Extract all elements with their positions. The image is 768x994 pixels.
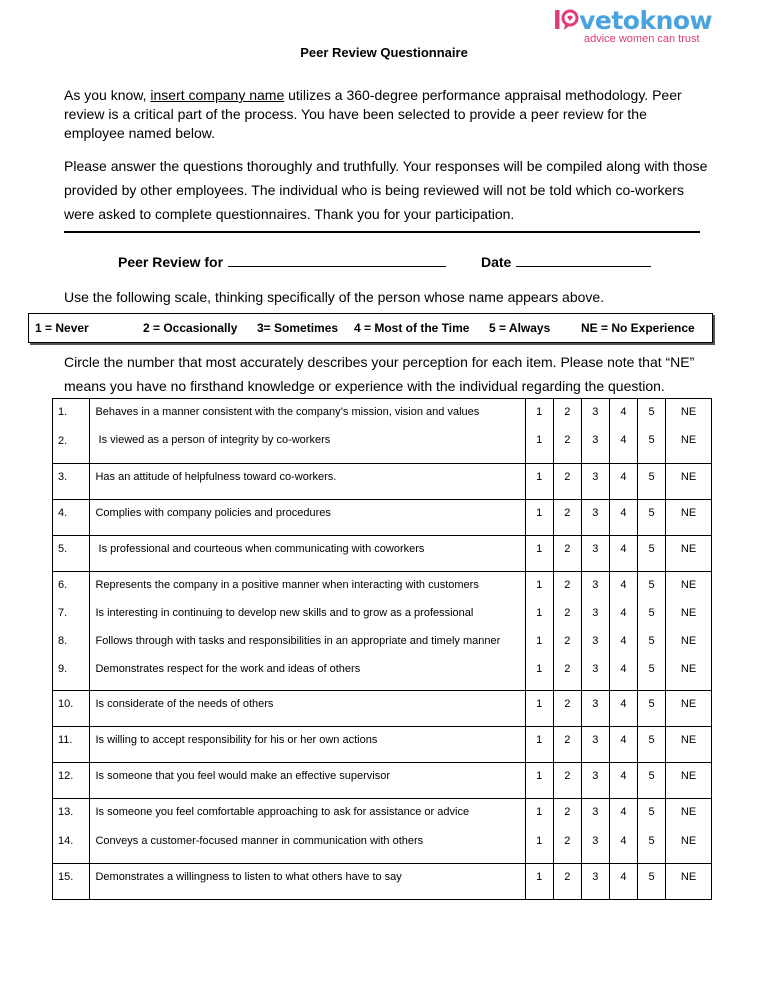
- rating-option-4[interactable]: 4: [620, 434, 627, 446]
- rating-option-5[interactable]: 5: [648, 635, 655, 647]
- rating-cell: [525, 727, 553, 763]
- rating-cell: [525, 536, 553, 572]
- rating-option-ne[interactable]: NE: [680, 835, 697, 847]
- rating-cell: [525, 864, 553, 900]
- question-number-cell: [53, 572, 90, 691]
- reviewee-name-blank[interactable]: [228, 254, 446, 267]
- rating-cell: [553, 500, 581, 536]
- question-text: Is professional and courteous when communicating with coworkers: [95, 543, 425, 555]
- rating-option-4[interactable]: 4: [620, 607, 627, 619]
- rating-option-ne[interactable]: NE: [680, 543, 697, 555]
- rating-option-5[interactable]: 5: [648, 734, 655, 746]
- rating-cell: [553, 727, 581, 763]
- rating-cell: [525, 691, 553, 727]
- question-number: 3.: [58, 471, 68, 483]
- rating-option-3[interactable]: 3: [592, 770, 599, 782]
- date-label: Date: [481, 254, 512, 270]
- scale-sometimes: 3= Sometimes: [257, 321, 339, 335]
- rating-scale-box: [28, 313, 713, 343]
- question-text: Represents the company in a positive manner when interacting with customers: [95, 579, 479, 591]
- rating-cell: [609, 727, 637, 763]
- scale-always: 5 = Always: [489, 321, 551, 335]
- rating-cell: [638, 763, 666, 799]
- rating-cell: [581, 691, 609, 727]
- rating-cell: [638, 572, 666, 691]
- rating-option-ne[interactable]: NE: [680, 871, 697, 883]
- rating-option-ne[interactable]: NE: [680, 406, 697, 418]
- question-text-cell: [90, 727, 525, 763]
- question-text-cell: [90, 864, 525, 900]
- rating-option-1[interactable]: 1: [536, 406, 543, 418]
- rating-option-1[interactable]: 1: [536, 543, 543, 555]
- rating-option-3[interactable]: 3: [592, 471, 599, 483]
- questionnaire-table: [52, 398, 712, 900]
- peer-review-for-label: Peer Review for: [118, 254, 224, 270]
- question-row: [53, 572, 712, 691]
- rating-cell: [581, 864, 609, 900]
- rating-option-ne[interactable]: NE: [680, 770, 697, 782]
- question-number: 14.: [58, 835, 74, 847]
- question-text-cell: [90, 500, 525, 536]
- rating-cell: [666, 464, 712, 500]
- rating-cell: [638, 500, 666, 536]
- rating-option-2[interactable]: 2: [564, 806, 571, 818]
- question-number: 6.: [58, 579, 68, 591]
- rating-cell: [666, 572, 712, 691]
- company-name-placeholder: insert company name: [150, 87, 285, 103]
- rating-option-5[interactable]: 5: [648, 607, 655, 619]
- rating-cell: [553, 572, 581, 691]
- rating-cell: [581, 464, 609, 500]
- question-row: [53, 799, 712, 864]
- question-number: 1.: [58, 406, 68, 418]
- rating-option-3[interactable]: 3: [592, 663, 599, 675]
- rating-cell: [666, 799, 712, 864]
- question-text: Follows through with tasks and responsibilities in an appropriate and timely manner: [95, 635, 501, 647]
- date-blank[interactable]: [516, 254, 651, 267]
- question-number-cell: [53, 727, 90, 763]
- question-number: 4.: [58, 507, 68, 519]
- lovetoknow-logo: [553, 6, 723, 48]
- rating-cell: [609, 691, 637, 727]
- rating-option-4[interactable]: 4: [620, 406, 627, 418]
- rating-option-2[interactable]: 2: [564, 663, 571, 675]
- rating-option-ne[interactable]: NE: [680, 663, 697, 675]
- question-number-cell: [53, 399, 90, 464]
- question-row: [53, 536, 712, 572]
- question-number-cell: [53, 691, 90, 727]
- rating-option-4[interactable]: 4: [620, 734, 627, 746]
- question-text-cell: [90, 399, 525, 464]
- question-number-cell: [53, 500, 90, 536]
- rating-option-3[interactable]: 3: [592, 635, 599, 647]
- question-text: Is considerate of the needs of others: [95, 698, 274, 710]
- instructions-paragraph: Please answer the questions thoroughly and truthfully. Your responses will be compiled along with those provided by other employees. The individual who is being reviewed will not be told which co-workers were asked to complete questionnaires. Thank you for your participation.: [64, 158, 708, 222]
- rating-option-1[interactable]: 1: [536, 507, 543, 519]
- rating-option-3[interactable]: 3: [592, 607, 599, 619]
- logo-tagline: advice women can trust: [584, 33, 700, 45]
- question-text: Complies with company policies and procedures: [95, 507, 331, 519]
- rating-option-1[interactable]: 1: [536, 698, 543, 710]
- rating-cell: [581, 399, 609, 464]
- rating-cell: [553, 464, 581, 500]
- rating-cell: [581, 763, 609, 799]
- rating-cell: [553, 399, 581, 464]
- rating-option-3[interactable]: 3: [592, 835, 599, 847]
- question-row: [53, 864, 712, 900]
- question-number: 8.: [58, 635, 68, 647]
- question-number-cell: [53, 536, 90, 572]
- rating-option-4[interactable]: 4: [620, 806, 627, 818]
- rating-cell: [638, 691, 666, 727]
- rating-option-5[interactable]: 5: [648, 663, 655, 675]
- rating-option-ne[interactable]: NE: [680, 471, 697, 483]
- rating-cell: [581, 500, 609, 536]
- question-number: 13.: [58, 806, 74, 818]
- rating-cell: [525, 399, 553, 464]
- rating-cell: [666, 691, 712, 727]
- question-text: Is someone you feel comfortable approaching to ask for assistance or advice: [95, 806, 470, 818]
- question-number: 9.: [58, 663, 68, 675]
- rating-option-ne[interactable]: NE: [680, 607, 697, 619]
- rating-cell: [666, 536, 712, 572]
- rating-cell: [638, 799, 666, 864]
- question-number: 11.: [58, 734, 73, 746]
- page-title: Peer Review Questionnaire: [300, 45, 468, 60]
- rating-option-5[interactable]: 5: [648, 698, 655, 710]
- rating-option-2[interactable]: 2: [564, 770, 571, 782]
- rating-option-3[interactable]: 3: [592, 406, 599, 418]
- rating-cell: [581, 727, 609, 763]
- rating-option-2[interactable]: 2: [564, 734, 571, 746]
- rating-option-3[interactable]: 3: [592, 579, 599, 591]
- rating-cell: [609, 572, 637, 691]
- rating-cell: [638, 464, 666, 500]
- rating-cell: [609, 763, 637, 799]
- rating-option-4[interactable]: 4: [620, 635, 627, 647]
- circle-instructions: Circle the number that most accurately describes your perception for each item. Please note that “NE” means you have no firsthand knowledge or experience with the individual regarding the question.: [64, 354, 695, 394]
- rating-option-2[interactable]: 2: [564, 871, 571, 883]
- question-text: Is viewed as a person of integrity by co-workers: [95, 434, 331, 446]
- rating-option-5[interactable]: 5: [648, 806, 655, 818]
- rating-cell: [525, 763, 553, 799]
- rating-option-1[interactable]: 1: [536, 806, 543, 818]
- rating-option-ne[interactable]: NE: [680, 507, 697, 519]
- rating-option-ne[interactable]: NE: [680, 635, 697, 647]
- rating-option-4[interactable]: 4: [620, 835, 627, 847]
- rating-cell: [609, 864, 637, 900]
- rating-option-2[interactable]: 2: [564, 635, 571, 647]
- rating-option-1[interactable]: 1: [536, 607, 543, 619]
- question-text-cell: [90, 763, 525, 799]
- rating-cell: [553, 691, 581, 727]
- rating-option-5[interactable]: 5: [648, 579, 655, 591]
- question-row: [53, 399, 712, 464]
- rating-option-2[interactable]: 2: [564, 507, 571, 519]
- rating-option-2[interactable]: 2: [564, 471, 571, 483]
- rating-cell: [666, 399, 712, 464]
- rating-cell: [525, 464, 553, 500]
- rating-option-5[interactable]: 5: [648, 543, 655, 555]
- question-number: 10.: [58, 698, 74, 710]
- rating-option-1[interactable]: 1: [536, 835, 543, 847]
- rating-cell: [553, 864, 581, 900]
- rating-option-5[interactable]: 5: [648, 406, 655, 418]
- rating-option-1[interactable]: 1: [536, 635, 543, 647]
- question-number-cell: [53, 799, 90, 864]
- rating-option-4[interactable]: 4: [620, 543, 627, 555]
- intro-text-before: As you know,: [64, 87, 151, 103]
- rating-option-ne[interactable]: NE: [680, 579, 697, 591]
- question-number: 15.: [58, 871, 74, 883]
- rating-option-2[interactable]: 2: [564, 579, 571, 591]
- question-row: [53, 464, 712, 500]
- scale-occasionally: 2 = Occasionally: [143, 321, 238, 335]
- rating-option-3[interactable]: 3: [592, 871, 599, 883]
- rating-option-1[interactable]: 1: [536, 471, 543, 483]
- question-text: Behaves in a manner consistent with the company’s mission, vision and values: [95, 406, 480, 418]
- rating-cell: [581, 536, 609, 572]
- rating-cell: [553, 536, 581, 572]
- scale-most-of-the-time: 4 = Most of the Time: [354, 321, 470, 335]
- rating-option-4[interactable]: 4: [620, 579, 627, 591]
- question-text: Conveys a customer-focused manner in communication with others: [95, 835, 424, 847]
- rating-option-2[interactable]: 2: [564, 607, 571, 619]
- rating-cell: [525, 799, 553, 864]
- logo-heart-o-icon: [561, 7, 579, 29]
- rating-cell: [609, 464, 637, 500]
- rating-option-2[interactable]: 2: [564, 835, 571, 847]
- rating-option-3[interactable]: 3: [592, 734, 599, 746]
- rating-cell: [609, 536, 637, 572]
- rating-cell: [666, 864, 712, 900]
- question-text-cell: [90, 799, 525, 864]
- intro-paragraph: [64, 86, 704, 143]
- rating-option-5[interactable]: 5: [648, 871, 655, 883]
- divider-line: [64, 231, 700, 233]
- question-text: Has an attitude of helpfulness toward co-workers.: [95, 471, 337, 483]
- question-text: Is someone that you feel would make an effective supervisor: [95, 770, 390, 782]
- rating-option-ne[interactable]: NE: [680, 698, 697, 710]
- rating-option-3[interactable]: 3: [592, 434, 599, 446]
- intro-text-after: utilizes a 360-degree performance appraisal methodology. Peer review is a critical part of the process. You have been selected to provide a peer review for the employee named below.: [64, 87, 682, 141]
- rating-cell: [581, 572, 609, 691]
- question-number-cell: [53, 763, 90, 799]
- rating-option-2[interactable]: 2: [564, 434, 571, 446]
- question-text-cell: [90, 691, 525, 727]
- question-row: [53, 727, 712, 763]
- rating-cell: [638, 727, 666, 763]
- rating-option-ne[interactable]: NE: [680, 806, 697, 818]
- rating-cell: [525, 500, 553, 536]
- question-text-cell: [90, 572, 525, 691]
- logo-letter-l: l: [553, 6, 562, 35]
- rating-cell: [666, 763, 712, 799]
- question-text-cell: [90, 464, 525, 500]
- rating-option-1[interactable]: 1: [536, 871, 543, 883]
- question-text-cell: [90, 536, 525, 572]
- date-field: [481, 254, 651, 270]
- question-text: Is willing to accept responsibility for his or her own actions: [95, 734, 378, 746]
- scale-intro: Use the following scale, thinking specifically of the person whose name appears above.: [64, 289, 605, 305]
- question-row: [53, 500, 712, 536]
- rating-option-5[interactable]: 5: [648, 434, 655, 446]
- rating-option-2[interactable]: 2: [564, 698, 571, 710]
- question-text: Demonstrates a willingness to listen to what others have to say: [95, 871, 402, 883]
- rating-option-5[interactable]: 5: [648, 507, 655, 519]
- rating-cell: [553, 763, 581, 799]
- rating-option-3[interactable]: 3: [592, 507, 599, 519]
- rating-option-5[interactable]: 5: [648, 835, 655, 847]
- rating-cell: [581, 799, 609, 864]
- rating-option-3[interactable]: 3: [592, 806, 599, 818]
- question-text: Demonstrates respect for the work and ideas of others: [95, 663, 361, 675]
- question-row: [53, 763, 712, 799]
- question-number: 7.: [58, 607, 68, 619]
- rating-option-ne[interactable]: NE: [680, 434, 697, 446]
- rating-cell: [609, 799, 637, 864]
- rating-cell: [609, 399, 637, 464]
- rating-option-3[interactable]: 3: [592, 543, 599, 555]
- rating-option-4[interactable]: 4: [620, 770, 627, 782]
- question-row: [53, 691, 712, 727]
- rating-cell: [666, 727, 712, 763]
- question-number: 2.: [58, 435, 68, 447]
- rating-option-ne[interactable]: NE: [680, 734, 697, 746]
- rating-option-1[interactable]: 1: [536, 434, 543, 446]
- rating-cell: [638, 399, 666, 464]
- rating-option-1[interactable]: 1: [536, 734, 543, 746]
- rating-option-1[interactable]: 1: [536, 770, 543, 782]
- rating-option-4[interactable]: 4: [620, 698, 627, 710]
- question-number-cell: [53, 864, 90, 900]
- rating-option-5[interactable]: 5: [648, 770, 655, 782]
- peer-review-for-field: [118, 254, 446, 270]
- rating-option-2[interactable]: 2: [564, 406, 571, 418]
- rating-option-5[interactable]: 5: [648, 471, 655, 483]
- question-text: Is interesting in continuing to develop new skills and to grow as a professional: [95, 607, 474, 619]
- rating-option-4[interactable]: 4: [620, 871, 627, 883]
- rating-cell: [553, 799, 581, 864]
- question-number: 5.: [58, 543, 68, 555]
- rating-option-4[interactable]: 4: [620, 663, 627, 675]
- rating-cell: [638, 536, 666, 572]
- rating-cell: [666, 500, 712, 536]
- question-number-cell: [53, 464, 90, 500]
- logo-letters-rest: vetoknow: [579, 6, 713, 35]
- rating-option-1[interactable]: 1: [536, 663, 543, 675]
- rating-option-4[interactable]: 4: [620, 507, 627, 519]
- scale-no-experience: NE = No Experience: [581, 321, 695, 335]
- rating-option-4[interactable]: 4: [620, 471, 627, 483]
- rating-cell: [638, 864, 666, 900]
- rating-option-2[interactable]: 2: [564, 543, 571, 555]
- question-number: 12.: [58, 770, 74, 782]
- rating-option-1[interactable]: 1: [536, 579, 543, 591]
- logo-wordmark: [553, 6, 712, 36]
- scale-never: 1 = Never: [35, 321, 89, 335]
- rating-cell: [525, 572, 553, 691]
- rating-option-3[interactable]: 3: [592, 698, 599, 710]
- rating-cell: [609, 500, 637, 536]
